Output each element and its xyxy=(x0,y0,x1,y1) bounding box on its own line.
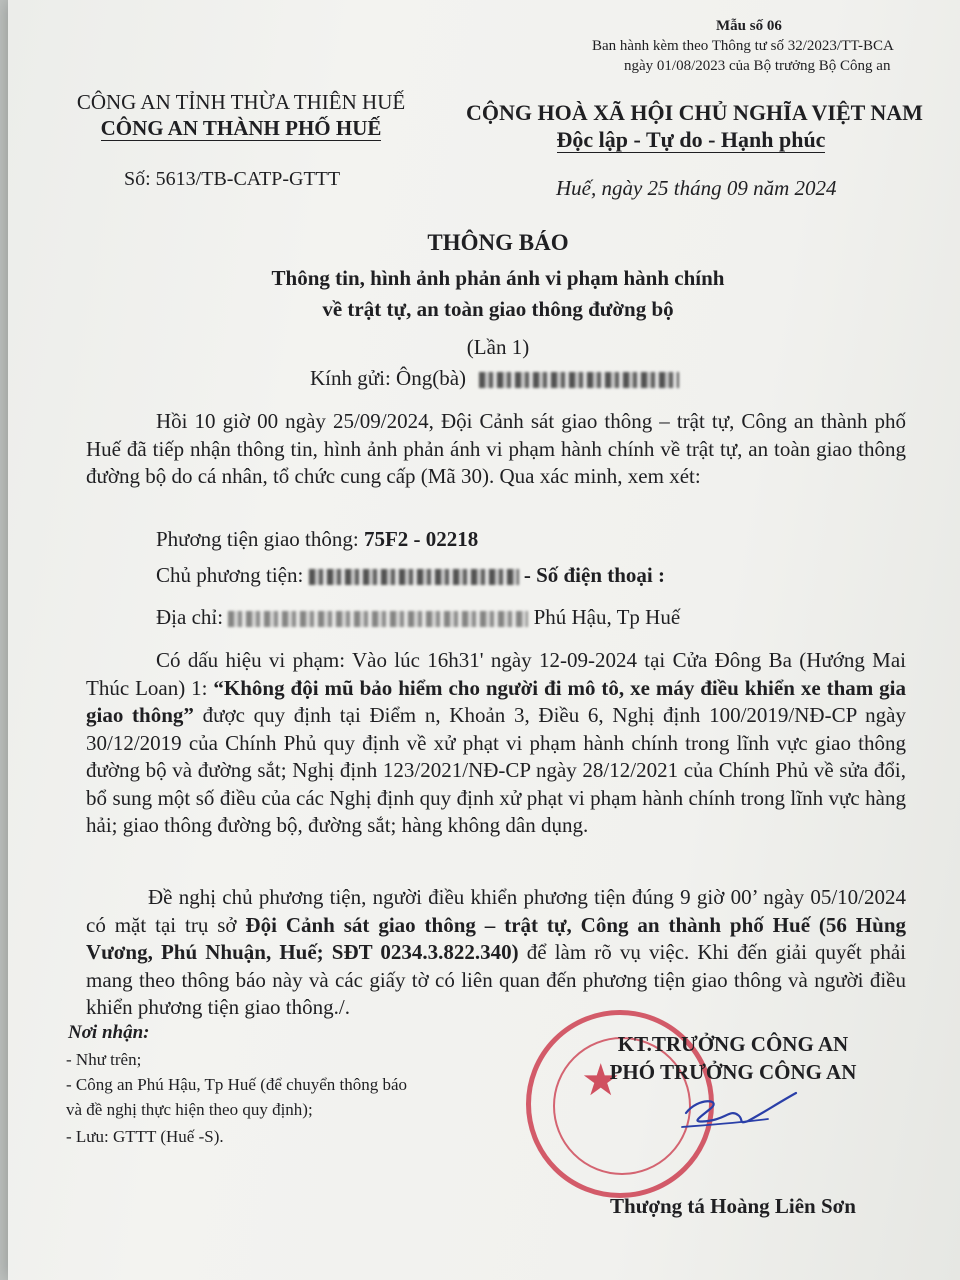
violation-legal-basis: được quy định tại Điểm n, Khoản 3, Điều 6, Nghị định 100/2019/NĐ-CP ngày 30/12/2019 của Chính Phủ quy định về xử phạt vi phạm hành chính trong lĩnh vực giao thông đường bộ và đường sắt; Nghị định 123/2021/NĐ-CP ngày 28/12/2021 của Chính Phủ về sửa đổi, bổ sung một số điều của các Nghị định quy định xử phạt vi phạm hành chính trong lĩnh vực hàng hải; giao thông đường bộ, đường sắt; hàng không dân dụng. xyxy=(86,703,907,837)
recipient-item: - Công an Phú Hậu, Tp Huế (để chuyển thông báo xyxy=(66,1075,408,1094)
vehicle-label: Phương tiện giao thông: xyxy=(156,527,364,551)
vehicle-line xyxy=(156,527,478,552)
signature-title-1: KT.TRƯỞNG CÔNG AN xyxy=(617,1032,849,1056)
issue-date: Huế, ngày 25 tháng 09 năm 2024 xyxy=(556,176,837,200)
nation-motto xyxy=(466,127,916,153)
document-page xyxy=(8,0,960,1280)
recipient-line xyxy=(310,366,679,391)
owner-line xyxy=(156,563,665,588)
nation-motto-text: Độc lập - Tự do - Hạnh phúc xyxy=(556,127,826,152)
recipient-item: và đề nghị thực hiện theo quy định); xyxy=(66,1100,313,1119)
handwritten-signature xyxy=(668,1085,808,1145)
recipient-label: Kính gửi: Ông(bà) xyxy=(310,366,467,390)
address-label: Địa chỉ: xyxy=(156,605,224,629)
notice-subtitle-2: về trật tự, an toàn giao thông đường bộ xyxy=(322,297,674,321)
address-line xyxy=(156,605,680,630)
notice-subtitle-1: Thông tin, hình ảnh phản ánh vi phạm hành chính xyxy=(271,266,725,290)
form-issued-line1: Ban hành kèm theo Thông tư số 32/2023/TT-BCA xyxy=(592,38,894,54)
signer-name: Thượng tá Hoàng Liên Sơn xyxy=(610,1194,856,1218)
recipient-item: - Lưu: GTTT (Huế -S). xyxy=(66,1127,224,1146)
phone-label: - Số điện thoại : xyxy=(518,563,666,587)
violation-intro: Có dấu hiệu vi phạm: Vào lúc 16h31' ngày 12-09-2024 tại Cửa Đông Ba (Hướng Mai Thúc Loan) 1: xyxy=(86,648,906,700)
redacted-address xyxy=(228,611,528,627)
recipients-title: Nơi nhận: xyxy=(68,1022,150,1043)
form-number: Mẫu số 06 xyxy=(716,18,782,34)
request-location: Đội Cảnh sát giao thông – trật tự, Công an thành phố Huế (56 Hùng Vương, Phú Nhuận, Huế; SĐT 0234.3.822.340) xyxy=(86,912,907,964)
paragraph-intro: Hồi 10 giờ 00 ngày 25/09/2024, Đội Cảnh sát giao thông – trật tự, Công an thành phố Huế đã tiếp nhận thông tin, hình ảnh phản ánh vi phạm hành chính về trật tự, an toàn giao thông đường bộ do cá nhân, tổ chức cung cấp (Mã 30). Qua xác minh, xem xét: xyxy=(86,409,906,488)
agency-parent: CÔNG AN TỈNH THỪA THIÊN HUẾ xyxy=(76,90,406,114)
agency-name xyxy=(56,116,426,141)
request-intro: Đề nghị chủ phương tiện, người điều khiển phương tiện đúng 9 giờ 00’ ngày 05/10/2024 có mặt tại trụ sở xyxy=(86,885,906,937)
redacted-owner xyxy=(309,569,519,585)
violation-description: “Không đội mũ bảo hiểm cho người đi mô tô, xe máy điều khiển xe tham gia giao thông” xyxy=(86,675,906,727)
signature-title-2: PHÓ TRƯỞNG CÔNG AN xyxy=(609,1060,857,1084)
redacted-name xyxy=(479,372,679,388)
address-tail: Phú Hậu, Tp Huế xyxy=(528,605,681,629)
notice-title: THÔNG BÁO xyxy=(427,230,569,255)
nation-title: CỘNG HOÀ XÃ HỘI CHỦ NGHĨA VIỆT NAM xyxy=(466,100,923,125)
request-details: để làm rõ vụ việc. Khi đến giải quyết phải mang theo thông báo này và các giấy tờ có liên quan đến phương tiện giao thông và người điều khiển phương tiện giao thông./. xyxy=(86,940,906,1019)
doc-number: Số: 5613/TB-CATP-GTTT xyxy=(124,168,341,190)
owner-label: Chủ phương tiện: xyxy=(156,563,304,587)
notice-round: (Lần 1) xyxy=(466,335,530,359)
recipient-item: - Như trên; xyxy=(66,1050,142,1069)
form-issued-line2: ngày 01/08/2023 của Bộ trưởng Bộ Công an xyxy=(624,58,891,74)
agency-name-text: CÔNG AN THÀNH PHỐ HUẾ xyxy=(100,116,382,140)
vehicle-plate: 75F2 - 02218 xyxy=(363,527,479,551)
paragraph-violation xyxy=(86,647,906,840)
star-icon: ★ xyxy=(581,1056,621,1105)
paragraph-request xyxy=(86,884,906,1022)
